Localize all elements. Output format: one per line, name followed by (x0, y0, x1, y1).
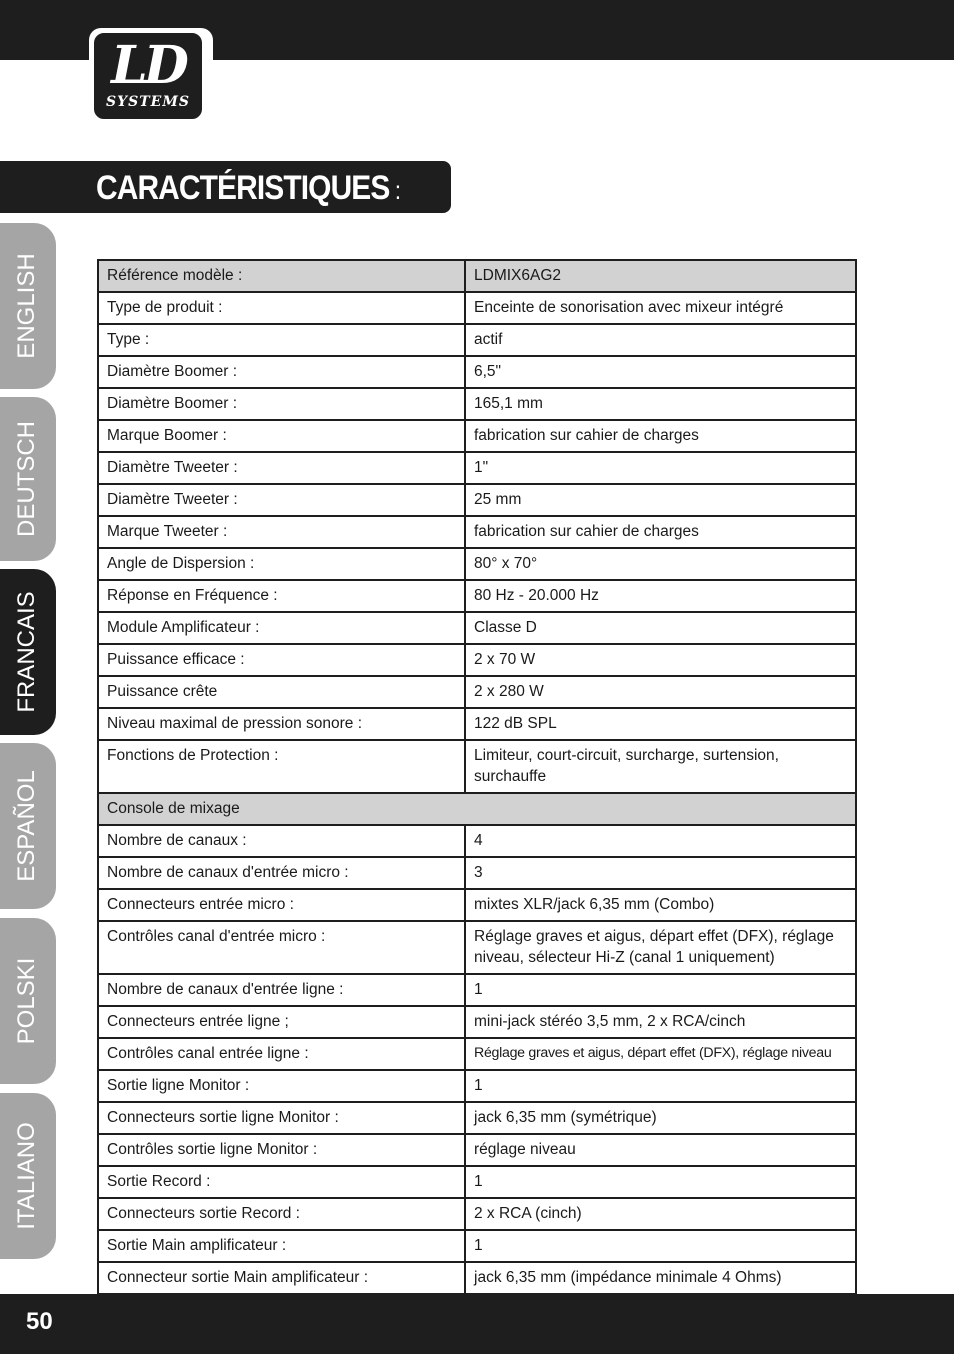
tab-english[interactable] (0, 223, 56, 389)
spec-value: jack 6,35 mm (impédance minimale 4 Ohms) (465, 1262, 856, 1294)
spec-label: Module Amplificateur : (98, 612, 465, 644)
spec-label: Angle de Dispersion : (98, 548, 465, 580)
spec-value: 2 x 70 W (465, 644, 856, 676)
table-row (98, 857, 856, 889)
tab-espanol[interactable] (0, 743, 56, 909)
spec-value: 165,1 mm (465, 388, 856, 420)
table-row (98, 1230, 856, 1262)
table-row (98, 825, 856, 857)
spec-value: 6,5" (465, 356, 856, 388)
spec-label: Réponse en Fréquence : (98, 580, 465, 612)
spec-value: 122 dB SPL (465, 708, 856, 740)
tab-italiano-label: ITALIANO (13, 1122, 40, 1230)
spec-label: Contrôles canal entrée ligne : (98, 1038, 465, 1070)
spec-label: Connecteurs sortie Record : (98, 1198, 465, 1230)
spec-label: Marque Tweeter : (98, 516, 465, 548)
table-row (98, 1006, 856, 1038)
spec-label: Marque Boomer : (98, 420, 465, 452)
spec-label: Nombre de canaux d'entrée ligne : (98, 974, 465, 1006)
spec-value: 1" (465, 452, 856, 484)
section-title-bar (0, 161, 451, 213)
page-title-text: CARACTÉRISTIQUES (96, 169, 390, 207)
page-number: 50 (26, 1308, 53, 1335)
spec-table (97, 259, 857, 1295)
logo-badge (94, 33, 202, 119)
spec-label: Niveau maximal de pression sonore : (98, 708, 465, 740)
table-row (98, 974, 856, 1006)
logo-sub-text: SYSTEMS (106, 94, 190, 110)
spec-label: Connecteurs entrée micro : (98, 889, 465, 921)
spec-label: Sortie Record : (98, 1166, 465, 1198)
tab-english-label: ENGLISH (13, 253, 40, 359)
tab-francais-label: FRANCAIS (13, 591, 40, 713)
logo-main-text: LD (111, 35, 185, 96)
spec-value: 4 (465, 825, 856, 857)
spec-value: 3 (465, 857, 856, 889)
spec-value: 80° x 70° (465, 548, 856, 580)
page-title-colon: : (394, 175, 401, 205)
spec-value: 1 (465, 974, 856, 1006)
spec-label: Connecteurs entrée ligne ; (98, 1006, 465, 1038)
table-row (98, 420, 856, 452)
tab-espanol-label: ESPAÑOL (13, 770, 40, 882)
spec-label: Puissance efficace : (98, 644, 465, 676)
spec-value: 80 Hz - 20.000 Hz (465, 580, 856, 612)
table-row (98, 484, 856, 516)
spec-value: 25 mm (465, 484, 856, 516)
spec-value: jack 6,35 mm (symétrique) (465, 1102, 856, 1134)
spec-table-body (98, 260, 856, 1294)
table-row (98, 1134, 856, 1166)
spec-label: Diamètre Tweeter : (98, 452, 465, 484)
spec-value: 2 x RCA (cinch) (465, 1198, 856, 1230)
tab-deutsch[interactable] (0, 397, 56, 561)
spec-label: Diamètre Tweeter : (98, 484, 465, 516)
spec-value: Réglage graves et aigus, départ effet (DFX), réglage niveau, sélecteur Hi-Z (canal 1 uniquement) (465, 921, 856, 974)
table-row (98, 1102, 856, 1134)
table-row (98, 324, 856, 356)
table-row (98, 516, 856, 548)
ld-systems-logo (89, 28, 213, 126)
table-row (98, 388, 856, 420)
spec-value: 2 x 280 W (465, 676, 856, 708)
table-row (98, 1262, 856, 1294)
table-row (98, 580, 856, 612)
table-row (98, 740, 856, 793)
tab-francais[interactable] (0, 569, 56, 735)
table-row (98, 1198, 856, 1230)
spec-value: LDMIX6AG2 (465, 260, 856, 292)
table-row (98, 260, 856, 292)
table-row (98, 612, 856, 644)
spec-label: Connecteurs sortie ligne Monitor : (98, 1102, 465, 1134)
spec-value: fabrication sur cahier de charges (465, 516, 856, 548)
spec-label: Contrôles sortie ligne Monitor : (98, 1134, 465, 1166)
spec-label: Fonctions de Protection : (98, 740, 465, 793)
spec-label: Nombre de canaux d'entrée micro : (98, 857, 465, 889)
table-section-row (98, 793, 856, 825)
bottom-bar (0, 1294, 954, 1354)
spec-label: Nombre de canaux : (98, 825, 465, 857)
spec-value: réglage niveau (465, 1134, 856, 1166)
page-title (96, 167, 400, 211)
table-row (98, 889, 856, 921)
spec-value: mini-jack stéréo 3,5 mm, 2 x RCA/cinch (465, 1006, 856, 1038)
spec-label: Type de produit : (98, 292, 465, 324)
spec-value: 1 (465, 1166, 856, 1198)
spec-value: actif (465, 324, 856, 356)
table-row (98, 356, 856, 388)
table-row (98, 452, 856, 484)
table-row (98, 644, 856, 676)
tab-italiano[interactable] (0, 1093, 56, 1259)
table-row (98, 1166, 856, 1198)
table-row (98, 292, 856, 324)
table-row (98, 1038, 856, 1070)
table-row (98, 921, 856, 974)
spec-label: Connecteur sortie Main amplificateur : (98, 1262, 465, 1294)
tab-polski-label: POLSKI (13, 957, 40, 1045)
spec-label: Contrôles canal d'entrée micro : (98, 921, 465, 974)
table-row (98, 708, 856, 740)
spec-value: 1 (465, 1230, 856, 1262)
spec-value: Réglage graves et aigus, départ effet (DFX), réglage niveau (465, 1038, 856, 1070)
spec-value: Limiteur, court-circuit, surcharge, surtension, surchauffe (465, 740, 856, 793)
spec-value: Classe D (465, 612, 856, 644)
section-heading: Console de mixage (98, 793, 856, 825)
table-row (98, 676, 856, 708)
spec-value: Enceinte de sonorisation avec mixeur intégré (465, 292, 856, 324)
spec-label: Type : (98, 324, 465, 356)
spec-value: 1 (465, 1070, 856, 1102)
spec-label: Référence modèle : (98, 260, 465, 292)
table-row (98, 1070, 856, 1102)
table-row (98, 548, 856, 580)
spec-label: Puissance crête (98, 676, 465, 708)
spec-value: mixtes XLR/jack 6,35 mm (Combo) (465, 889, 856, 921)
tab-polski[interactable] (0, 918, 56, 1084)
spec-label: Sortie ligne Monitor : (98, 1070, 465, 1102)
spec-label: Diamètre Boomer : (98, 388, 465, 420)
spec-label: Diamètre Boomer : (98, 356, 465, 388)
spec-value: fabrication sur cahier de charges (465, 420, 856, 452)
tab-deutsch-label: DEUTSCH (13, 420, 40, 538)
spec-label: Sortie Main amplificateur : (98, 1230, 465, 1262)
